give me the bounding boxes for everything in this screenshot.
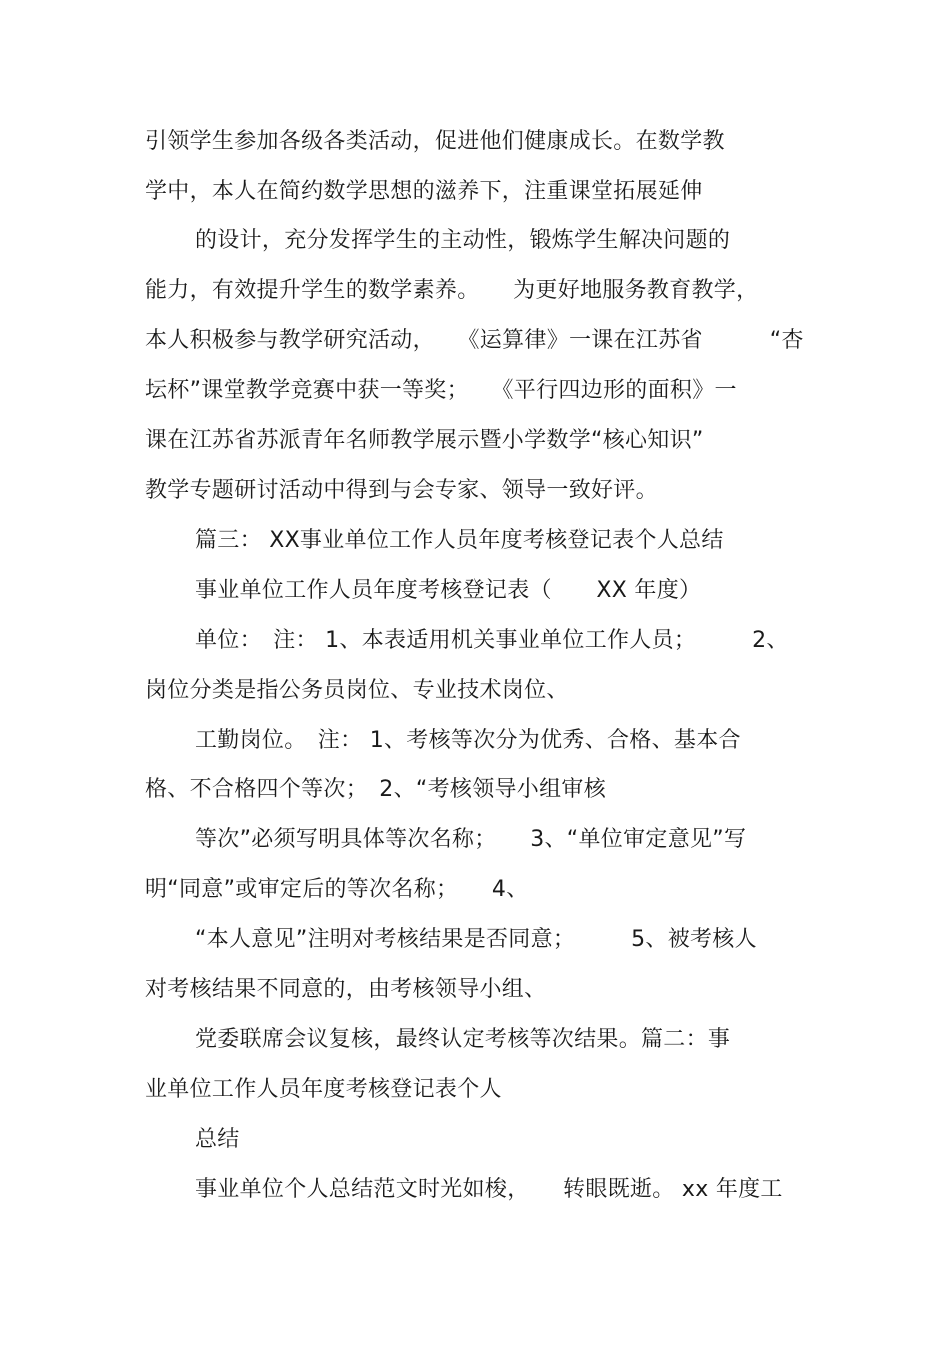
- text-line-10: 事业单位工作人员年度考核登记表（ XX 年度）: [195, 578, 702, 603]
- text-line-2: 学中，本人在简约数学思想的滋养下，注重课堂拓展延伸: [145, 179, 703, 204]
- text-line-7: 课在江苏省苏派青年名师教学展示暨小学数学“核心知识”: [145, 428, 704, 453]
- text-line-5: 本人积极参与教学研究活动， 《运算律》一课在江苏省 “杏: [145, 328, 804, 353]
- text-line-8: 教学专题研讨活动中得到与会专家、领导一致好评。: [145, 478, 658, 503]
- text-line-6: 坛杯”课堂教学竞赛中获一等奖； 《平行四边形的面积》一: [145, 378, 737, 403]
- text-line-19: 党委联席会议复核，最终认定考核等次结果。篇二：事: [195, 1027, 731, 1052]
- text-line-22: 事业单位个人总结范文时光如梭， 转眼既逝。 xx 年度工: [195, 1177, 783, 1202]
- text-line-16: 明“同意”或审定后的等次名称； 4、: [145, 877, 529, 902]
- text-line-12: 岗位分类是指公务员岗位、专业技术岗位、: [145, 678, 569, 703]
- text-line-15: 等次”必须写明具体等次名称； 3、“单位审定意见”写: [195, 827, 747, 852]
- text-line-4: 能力，有效提升学生的数学素养。 为更好地服务教育教学，: [145, 278, 759, 303]
- section-heading: 篇三： XX事业单位工作人员年度考核登记表个人总结: [195, 528, 724, 553]
- text-line-11: 单位： 注： 1、本表适用机关事业单位工作人员； 2、: [195, 628, 789, 653]
- text-line-14: 格、不合格四个等次； 2、“考核领导小组审核: [145, 777, 606, 802]
- text-line-21: 总结: [195, 1127, 240, 1152]
- text-line-13: 工勤岗位。 注： 1、考核等次分为优秀、合格、基本合: [195, 728, 741, 753]
- text-line-3: 的设计，充分发挥学生的主动性，锻炼学生解决问题的: [195, 228, 731, 253]
- text-line-20: 业单位工作人员年度考核登记表个人: [145, 1077, 502, 1102]
- text-line-17: “本人意见”注明对考核结果是否同意； 5、被考核人: [195, 927, 757, 952]
- text-line-1: 引领学生参加各级各类活动，促进他们健康成长。在数学教: [145, 129, 725, 154]
- text-line-18: 对考核结果不同意的，由考核领导小组、: [145, 977, 547, 1002]
